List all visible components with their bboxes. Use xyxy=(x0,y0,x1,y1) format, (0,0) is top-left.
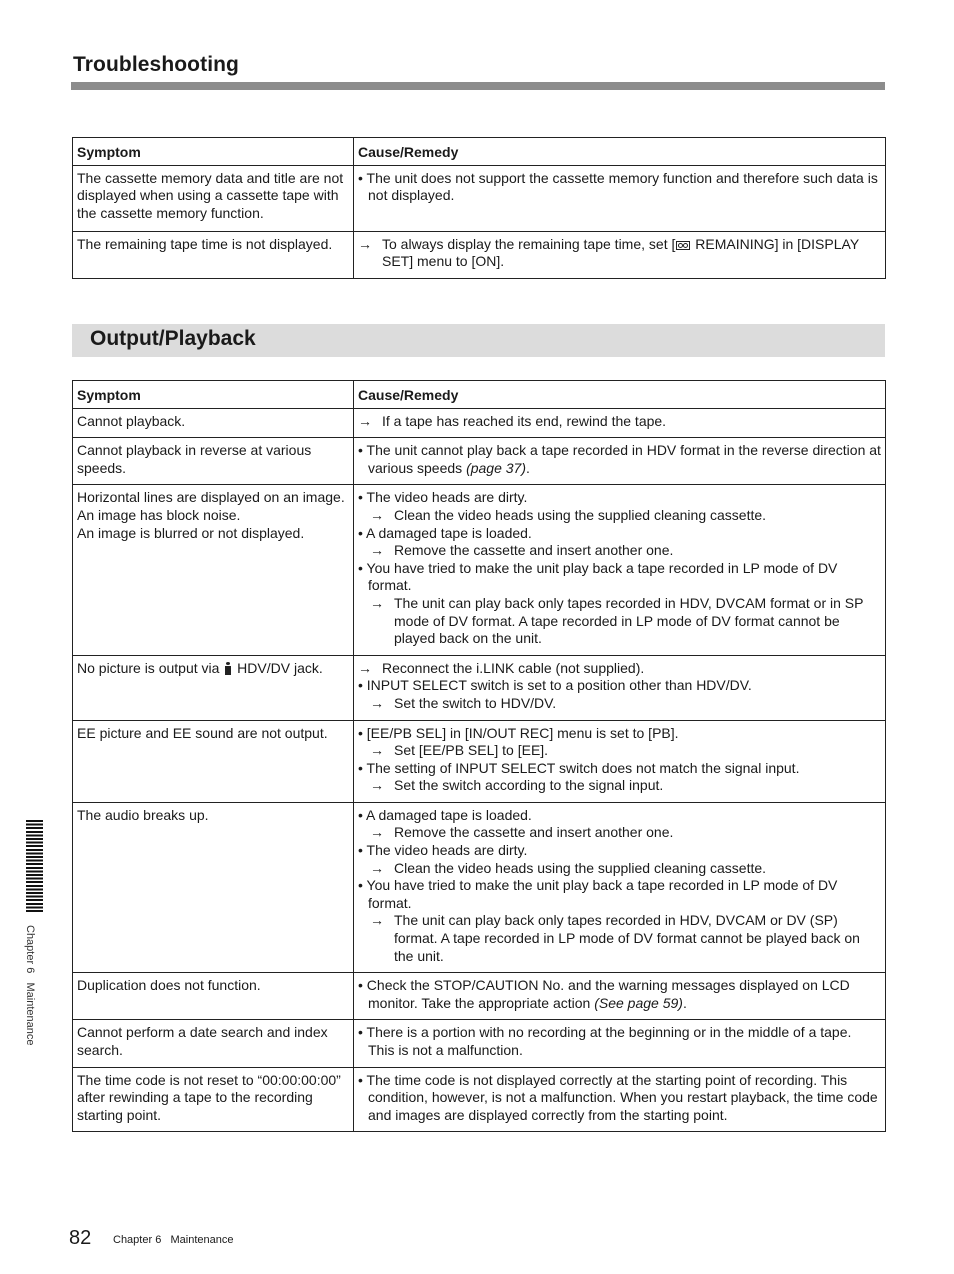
remedy-line xyxy=(358,695,881,713)
line-text: The unit can play back only tapes recorded in HDV, DVCAM format or in SP mode of DV format. A tape recorded in LP mode of DV format cannot be played back on the unit. xyxy=(394,594,864,647)
line-text: • The unit cannot play back a tape recorded in HDV format in the reverse direction at various speeds xyxy=(358,442,881,476)
cause-line xyxy=(358,442,881,477)
page-reference: (page 37) xyxy=(466,459,526,476)
cause-line xyxy=(358,977,881,1012)
line-text: Set the switch to HDV/DV. xyxy=(394,694,557,711)
symptom-cell: Cannot perform a date search and index search. xyxy=(73,1020,354,1067)
arrow-icon: → xyxy=(358,659,372,676)
remedy-line xyxy=(358,824,881,842)
cause-cell xyxy=(354,802,886,972)
cause-cell xyxy=(354,720,886,802)
cause-cell xyxy=(354,1067,886,1132)
line-text: • [EE/PB SEL] in [IN/OUT REC] menu is set to [PB]. xyxy=(358,724,679,741)
cause-cell xyxy=(354,485,886,655)
cause-line xyxy=(358,842,881,860)
line-text: The unit can play back only tapes recorded in HDV, DVCAM or DV (SP) format. A tape recorded in LP mode of DV format cannot be played back on the unit. xyxy=(394,912,860,964)
line-text: • The video heads are dirty. xyxy=(358,489,528,506)
line-tail: . xyxy=(526,459,530,476)
table-row xyxy=(73,973,886,1020)
arrow-icon: → xyxy=(370,506,384,523)
arrow-icon: → xyxy=(370,694,384,711)
symptom-cell: The cassette memory data and title are not displayed when using a cassette tape with the cassette memory function. xyxy=(73,165,354,231)
remedy-line xyxy=(358,660,881,678)
line-text: Clean the video heads using the supplied cleaning cassette. xyxy=(394,506,767,523)
line-text: • A damaged tape is loaded. xyxy=(358,806,532,823)
cause-line xyxy=(358,677,881,695)
cause-cell xyxy=(354,165,886,231)
line-text: • You have tried to make the unit play back a tape recorded in LP mode of DV format. xyxy=(358,559,838,594)
symptom-line: An image has block noise. xyxy=(77,506,241,523)
remedy-text-post: REMAINING] in [DISPLAY SET] menu to [ON]. xyxy=(382,235,859,270)
table-row xyxy=(73,1067,886,1132)
line-text: Remove the cassette and insert another one. xyxy=(394,824,674,841)
cause-line xyxy=(358,760,881,778)
line-text: • You have tried to make the unit play back a tape recorded in LP mode of DV format. xyxy=(358,877,838,911)
table-row xyxy=(73,165,886,231)
line-text: • Check the STOP/CAUTION No. and the warning messages displayed on LCD monitor. Take the appropriate action xyxy=(358,977,850,1011)
line-text: If a tape has reached its end, rewind the tape. xyxy=(382,412,667,429)
cause-cell xyxy=(354,973,886,1020)
remedy-line xyxy=(358,742,881,760)
remedy-line xyxy=(358,542,881,560)
cause-cell xyxy=(354,655,886,720)
arrow-icon: → xyxy=(358,412,372,429)
line-text: Set [EE/PB SEL] to [EE]. xyxy=(394,742,549,759)
table-row xyxy=(73,802,886,972)
line-text: Clean the video heads using the supplied cleaning cassette. xyxy=(394,859,767,876)
remedy-line xyxy=(358,777,881,795)
remedy-text-pre: To always display the remaining tape time, set [ xyxy=(382,235,676,252)
line-text: • The setting of INPUT SELECT switch does not match the signal input. xyxy=(358,759,800,776)
cassette-troubleshooting-table xyxy=(72,137,886,279)
table-row xyxy=(73,720,886,802)
cause-line xyxy=(358,1072,881,1125)
arrow-icon: → xyxy=(370,542,384,559)
symptom-line: An image is blurred or not displayed. xyxy=(77,524,305,541)
cause-cell xyxy=(354,408,886,438)
cause-remedy-header: Cause/Remedy xyxy=(354,381,886,409)
table-row xyxy=(73,655,886,720)
arrow-icon: → xyxy=(370,859,384,876)
cause-cell xyxy=(354,1020,886,1067)
chapter-thumb-tab xyxy=(26,820,43,912)
line-text: • INPUT SELECT switch is set to a position other than HDV/DV. xyxy=(358,677,752,694)
remedy-line xyxy=(358,236,881,271)
line-text: Set the switch according to the signal input. xyxy=(394,777,664,794)
arrow-icon: → xyxy=(370,912,384,929)
arrow-icon: → xyxy=(370,594,384,611)
symptom-cell: Cannot playback. xyxy=(73,408,354,438)
line-text: • The time code is not displayed correctly at the starting point of recording. This condition, however, is not a malfunction. When you restart playback, the time code and images are displayed correctly from the starting point. xyxy=(358,1071,878,1123)
arrow-icon: → xyxy=(370,824,384,841)
arrow-icon: → xyxy=(358,235,372,252)
remedy-line xyxy=(358,595,881,648)
line-text: • The video heads are dirty. xyxy=(358,842,528,859)
section-title: Output/Playback xyxy=(90,327,256,350)
side-chapter-label: Chapter 6 Maintenance xyxy=(24,925,36,1046)
symptom-cell: Duplication does not function. xyxy=(73,973,354,1020)
cause-line xyxy=(358,560,881,595)
line-text: • A damaged tape is loaded. xyxy=(358,524,532,541)
section-header-bar xyxy=(72,324,885,357)
cause-line xyxy=(358,1024,881,1059)
symptom-line: Horizontal lines are displayed on an image. xyxy=(77,489,345,506)
line-text: Remove the cassette and insert another one. xyxy=(394,542,674,559)
line-tail: . xyxy=(682,994,687,1011)
symptom-cell: The remaining tape time is not displayed. xyxy=(73,231,354,278)
line-text: Reconnect the i.LINK cable (not supplied). xyxy=(382,659,645,676)
remedy-line xyxy=(358,413,881,431)
arrow-icon: → xyxy=(370,777,384,794)
page-number: 82 xyxy=(69,1227,92,1249)
symptom-cell xyxy=(73,655,354,720)
cause-line: • The unit does not support the cassette memory function and therefore such data is not displayed. xyxy=(358,169,878,204)
table-row xyxy=(73,438,886,485)
page-title: Troubleshooting xyxy=(73,53,239,76)
symptom-header: Symptom xyxy=(73,138,354,166)
table-header-row xyxy=(73,381,886,409)
cause-line xyxy=(358,489,881,507)
table-row xyxy=(73,408,886,438)
output-playback-table xyxy=(72,380,886,1132)
page-reference: (See page 59) xyxy=(594,994,683,1011)
cause-cell xyxy=(354,438,886,485)
cause-cell xyxy=(354,231,886,278)
ilink-icon xyxy=(225,662,231,675)
symptom-text-post: HDV/DV jack. xyxy=(233,659,323,676)
title-rule xyxy=(71,82,885,90)
cause-line xyxy=(358,725,881,743)
symptom-cell: The time code is not reset to “00:00:00:00” after rewinding a tape to the recording starting point. xyxy=(73,1067,354,1132)
cause-line xyxy=(358,877,881,912)
cause-remedy-header: Cause/Remedy xyxy=(354,138,886,166)
symptom-cell: Cannot playback in reverse at various speeds. xyxy=(73,438,354,485)
cassette-tape-icon xyxy=(676,241,690,250)
table-header-row xyxy=(73,138,886,166)
table-row xyxy=(73,485,886,655)
table-row xyxy=(73,1020,886,1067)
symptom-cell: The audio breaks up. xyxy=(73,802,354,972)
line-text: • There is a portion with no recording at the beginning or in the middle of a tape. This is not a malfunction. xyxy=(358,1024,852,1058)
symptom-header: Symptom xyxy=(73,381,354,409)
remedy-line xyxy=(358,507,881,525)
table-row xyxy=(73,231,886,278)
cause-line xyxy=(358,807,881,825)
symptom-text-pre: No picture is output via xyxy=(77,659,224,676)
footer-chapter-label: Chapter 6 Maintenance xyxy=(113,1234,234,1246)
remedy-line xyxy=(358,912,881,965)
symptom-cell xyxy=(73,485,354,655)
arrow-icon: → xyxy=(370,742,384,759)
cause-line xyxy=(358,525,881,543)
symptom-cell: EE picture and EE sound are not output. xyxy=(73,720,354,802)
remedy-line xyxy=(358,860,881,878)
